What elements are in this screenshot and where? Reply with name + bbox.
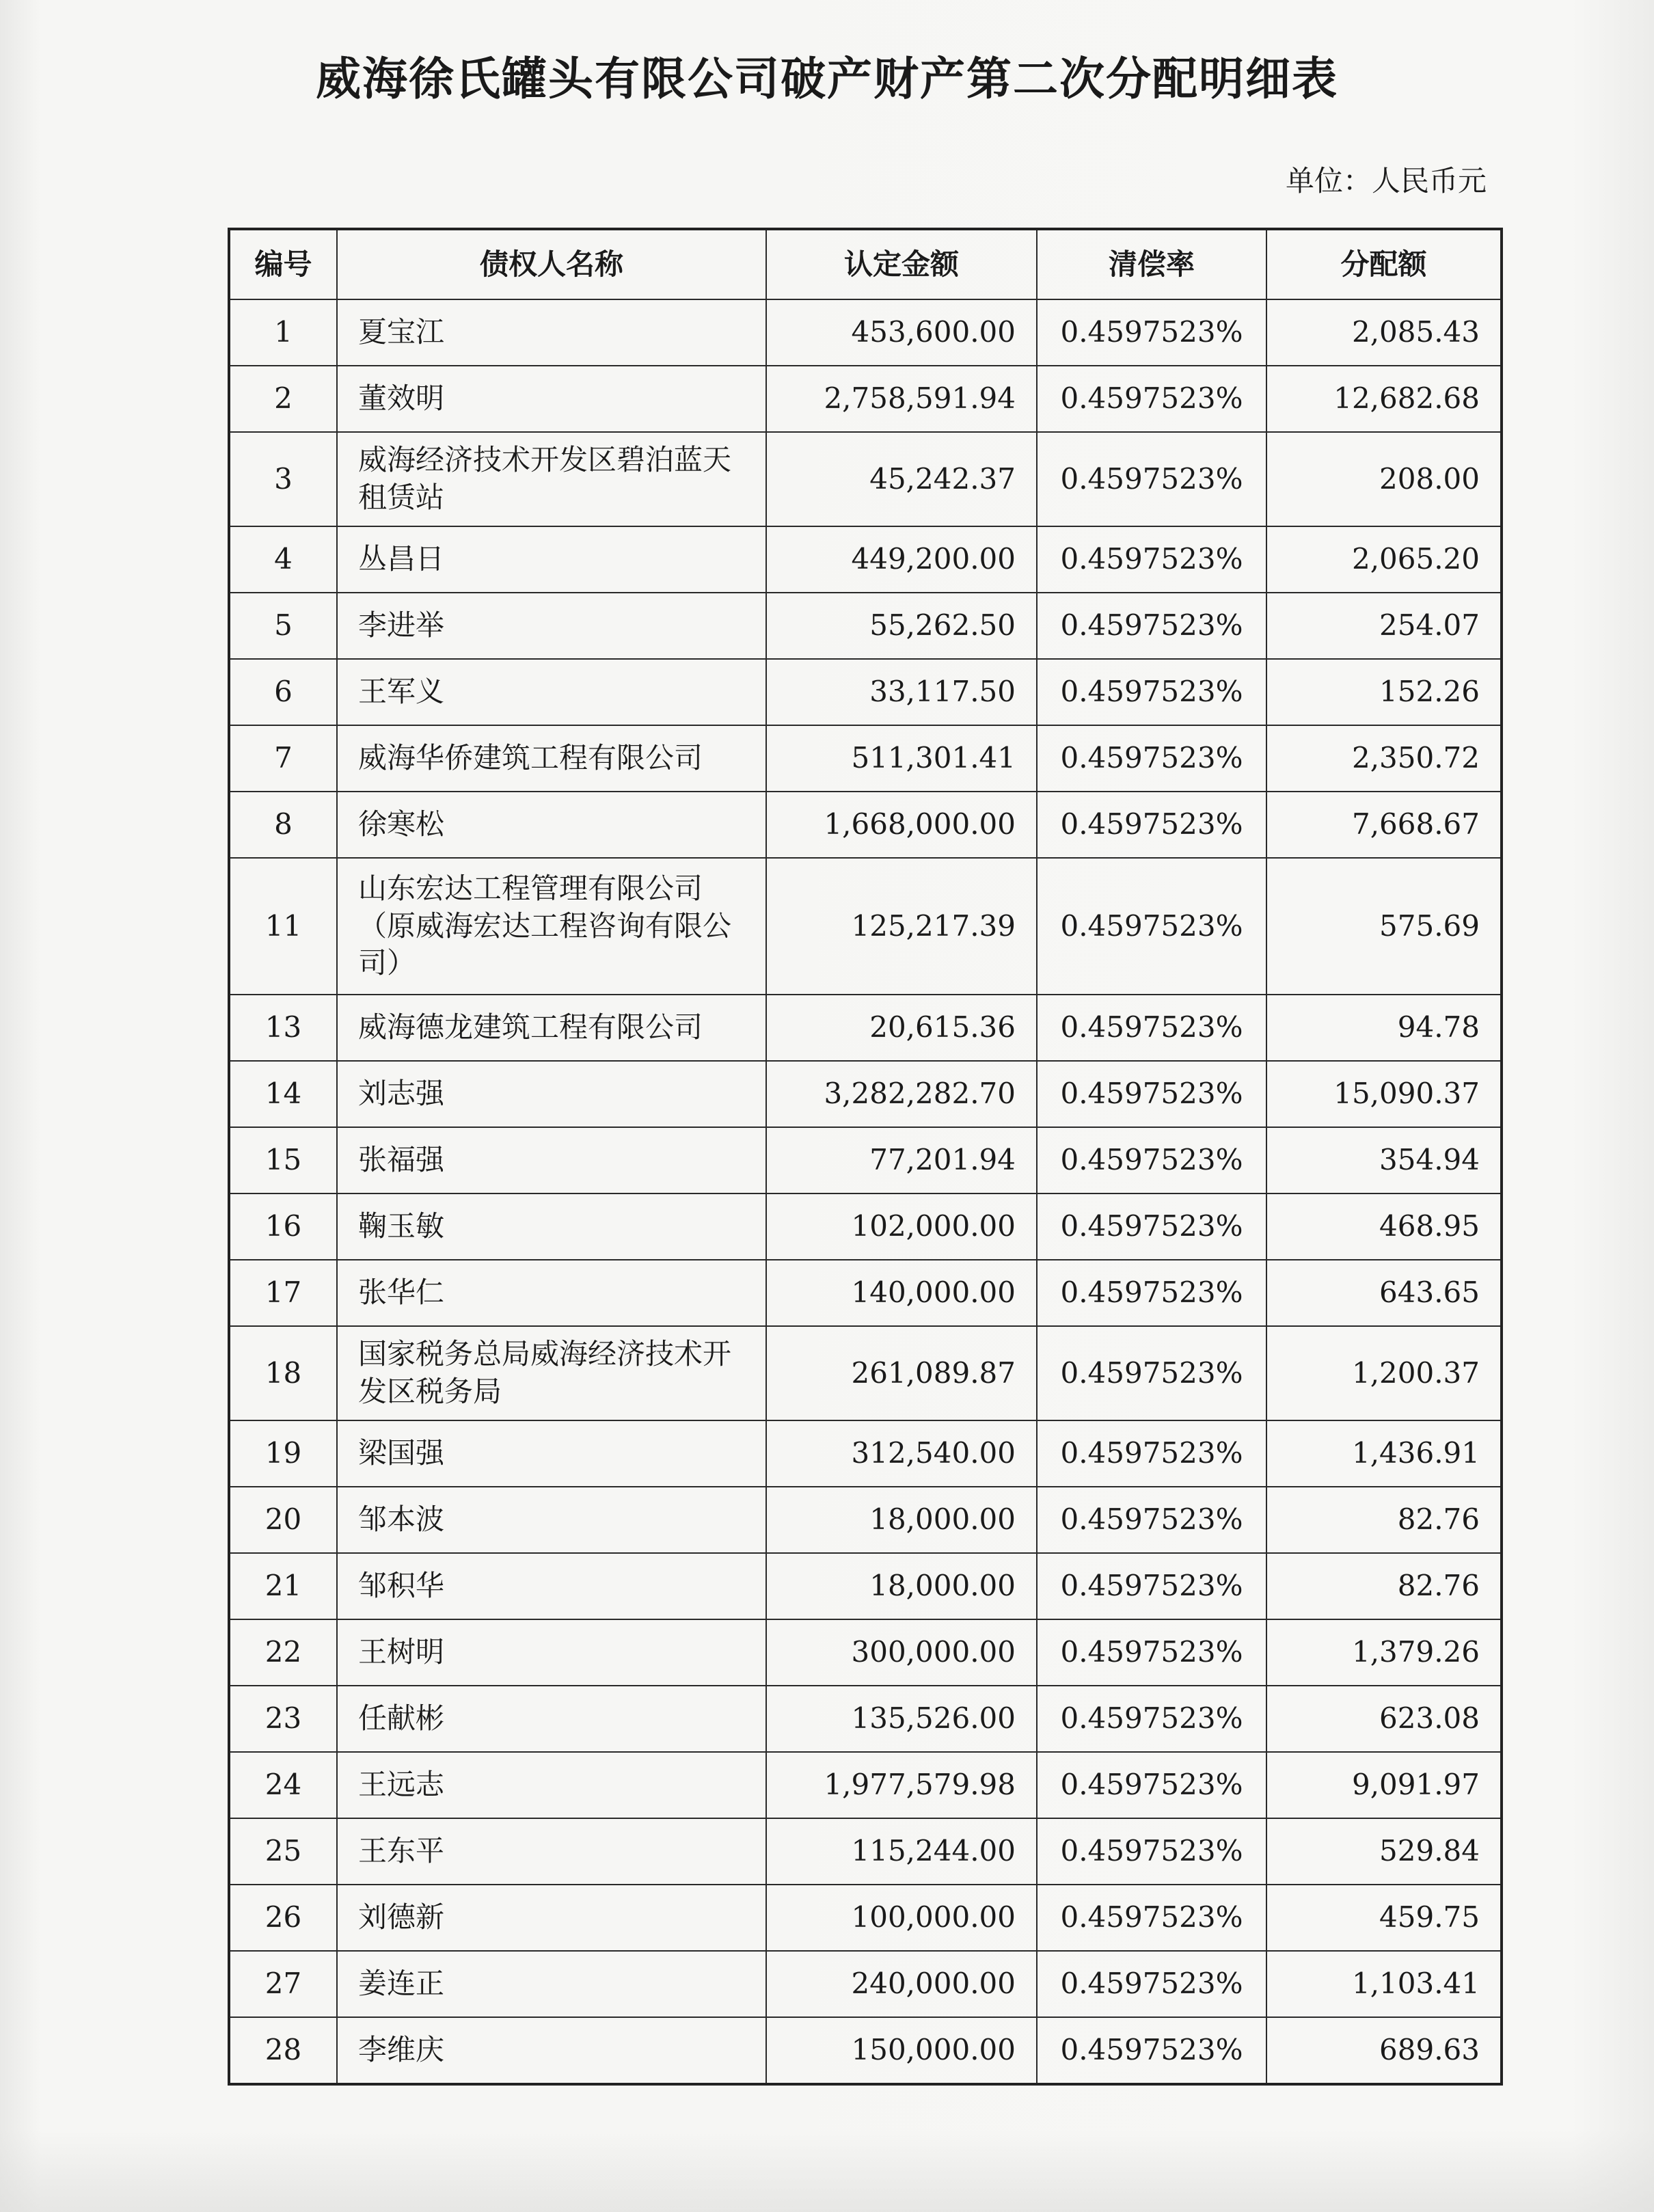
cell-distribution-amount: 9,091.97 <box>1266 1752 1502 1818</box>
cell-number: 26 <box>229 1885 337 1951</box>
cell-distribution-amount: 529.84 <box>1266 1818 1502 1885</box>
header-repayment-rate: 清偿率 <box>1037 229 1266 299</box>
cell-repayment-rate: 0.4597523% <box>1037 858 1266 995</box>
cell-number: 11 <box>229 858 337 995</box>
cell-number: 24 <box>229 1752 337 1818</box>
cell-distribution-amount: 82.76 <box>1266 1553 1502 1619</box>
cell-distribution-amount: 1,103.41 <box>1266 1951 1502 2017</box>
cell-creditor-name: 董效明 <box>337 366 766 432</box>
cell-confirmed-amount: 449,200.00 <box>766 526 1037 593</box>
cell-number: 2 <box>229 366 337 432</box>
cell-creditor-name: 威海华侨建筑工程有限公司 <box>337 725 766 792</box>
cell-confirmed-amount: 100,000.00 <box>766 1885 1037 1951</box>
cell-repayment-rate: 0.4597523% <box>1037 1420 1266 1487</box>
cell-creditor-name: 山东宏达工程管理有限公司（原威海宏达工程咨询有限公司） <box>337 858 766 995</box>
cell-number: 23 <box>229 1686 337 1752</box>
table-row <box>229 432 1502 526</box>
cell-repayment-rate: 0.4597523% <box>1037 432 1266 526</box>
header-number: 编号 <box>229 229 337 299</box>
cell-repayment-rate: 0.4597523% <box>1037 1752 1266 1818</box>
cell-repayment-rate: 0.4597523% <box>1037 1553 1266 1619</box>
cell-number: 1 <box>229 299 337 366</box>
cell-distribution-amount: 354.94 <box>1266 1127 1502 1193</box>
table-row <box>229 1818 1502 1885</box>
cell-creditor-name: 王远志 <box>337 1752 766 1818</box>
cell-confirmed-amount: 45,242.37 <box>766 432 1037 526</box>
cell-creditor-name: 王军义 <box>337 659 766 725</box>
cell-number: 13 <box>229 995 337 1061</box>
table-row <box>229 1553 1502 1619</box>
cell-creditor-name: 张华仁 <box>337 1260 766 1326</box>
header-distribution-amount: 分配额 <box>1266 229 1502 299</box>
cell-distribution-amount: 689.63 <box>1266 2017 1502 2084</box>
cell-distribution-amount: 7,668.67 <box>1266 792 1502 858</box>
table-row <box>229 792 1502 858</box>
cell-distribution-amount: 459.75 <box>1266 1885 1502 1951</box>
cell-number: 19 <box>229 1420 337 1487</box>
cell-repayment-rate: 0.4597523% <box>1037 725 1266 792</box>
cell-number: 14 <box>229 1061 337 1127</box>
cell-repayment-rate: 0.4597523% <box>1037 299 1266 366</box>
cell-creditor-name: 姜连正 <box>337 1951 766 2017</box>
cell-repayment-rate: 0.4597523% <box>1037 1260 1266 1326</box>
table-row <box>229 1193 1502 1260</box>
table-row <box>229 1260 1502 1326</box>
cell-confirmed-amount: 261,089.87 <box>766 1326 1037 1420</box>
table-row <box>229 593 1502 659</box>
cell-creditor-name: 王树明 <box>337 1619 766 1686</box>
cell-number: 17 <box>229 1260 337 1326</box>
table-row <box>229 2017 1502 2084</box>
cell-distribution-amount: 12,682.68 <box>1266 366 1502 432</box>
cell-number: 8 <box>229 792 337 858</box>
cell-creditor-name: 刘德新 <box>337 1885 766 1951</box>
cell-creditor-name: 刘志强 <box>337 1061 766 1127</box>
cell-repayment-rate: 0.4597523% <box>1037 1885 1266 1951</box>
table-row <box>229 366 1502 432</box>
cell-number: 5 <box>229 593 337 659</box>
cell-confirmed-amount: 18,000.00 <box>766 1553 1037 1619</box>
cell-confirmed-amount: 55,262.50 <box>766 593 1037 659</box>
cell-repayment-rate: 0.4597523% <box>1037 2017 1266 2084</box>
cell-number: 20 <box>229 1487 337 1553</box>
cell-confirmed-amount: 511,301.41 <box>766 725 1037 792</box>
cell-confirmed-amount: 312,540.00 <box>766 1420 1037 1487</box>
cell-confirmed-amount: 125,217.39 <box>766 858 1037 995</box>
table-row <box>229 1619 1502 1686</box>
cell-creditor-name: 梁国强 <box>337 1420 766 1487</box>
cell-distribution-amount: 2,350.72 <box>1266 725 1502 792</box>
cell-confirmed-amount: 150,000.00 <box>766 2017 1037 2084</box>
cell-distribution-amount: 15,090.37 <box>1266 1061 1502 1127</box>
cell-creditor-name: 徐寒松 <box>337 792 766 858</box>
cell-creditor-name: 威海德龙建筑工程有限公司 <box>337 995 766 1061</box>
cell-repayment-rate: 0.4597523% <box>1037 366 1266 432</box>
cell-number: 25 <box>229 1818 337 1885</box>
cell-distribution-amount: 152.26 <box>1266 659 1502 725</box>
cell-repayment-rate: 0.4597523% <box>1037 995 1266 1061</box>
cell-repayment-rate: 0.4597523% <box>1037 1487 1266 1553</box>
cell-distribution-amount: 254.07 <box>1266 593 1502 659</box>
currency-unit-label: 单位：人民币元 <box>1285 164 1487 198</box>
cell-creditor-name: 威海经济技术开发区碧泊蓝天租赁站 <box>337 432 766 526</box>
cell-repayment-rate: 0.4597523% <box>1037 1127 1266 1193</box>
table-row <box>229 1752 1502 1818</box>
cell-number: 7 <box>229 725 337 792</box>
cell-confirmed-amount: 1,977,579.98 <box>766 1752 1037 1818</box>
cell-number: 27 <box>229 1951 337 2017</box>
cell-number: 6 <box>229 659 337 725</box>
table-row <box>229 1061 1502 1127</box>
cell-creditor-name: 任献彬 <box>337 1686 766 1752</box>
cell-distribution-amount: 94.78 <box>1266 995 1502 1061</box>
header-creditor-name: 债权人名称 <box>337 229 766 299</box>
cell-confirmed-amount: 115,244.00 <box>766 1818 1037 1885</box>
cell-number: 22 <box>229 1619 337 1686</box>
cell-number: 3 <box>229 432 337 526</box>
cell-repayment-rate: 0.4597523% <box>1037 659 1266 725</box>
header-confirmed-amount: 认定金额 <box>766 229 1037 299</box>
cell-number: 18 <box>229 1326 337 1420</box>
cell-creditor-name: 国家税务总局威海经济技术开发区税务局 <box>337 1326 766 1420</box>
table-row <box>229 526 1502 593</box>
cell-distribution-amount: 208.00 <box>1266 432 1502 526</box>
table-row <box>229 1951 1502 2017</box>
cell-repayment-rate: 0.4597523% <box>1037 593 1266 659</box>
cell-distribution-amount: 623.08 <box>1266 1686 1502 1752</box>
cell-number: 28 <box>229 2017 337 2084</box>
cell-creditor-name: 张福强 <box>337 1127 766 1193</box>
distribution-table <box>228 228 1503 2086</box>
cell-distribution-amount: 643.65 <box>1266 1260 1502 1326</box>
cell-confirmed-amount: 300,000.00 <box>766 1619 1037 1686</box>
cell-distribution-amount: 1,200.37 <box>1266 1326 1502 1420</box>
table-header-row <box>229 229 1502 299</box>
cell-confirmed-amount: 240,000.00 <box>766 1951 1037 2017</box>
table-row <box>229 995 1502 1061</box>
page-title: 威海徐氏罐头有限公司破产财产第二次分配明细表 <box>316 53 1338 105</box>
cell-confirmed-amount: 20,615.36 <box>766 995 1037 1061</box>
cell-repayment-rate: 0.4597523% <box>1037 1686 1266 1752</box>
cell-repayment-rate: 0.4597523% <box>1037 1818 1266 1885</box>
table-row <box>229 1686 1502 1752</box>
cell-distribution-amount: 2,085.43 <box>1266 299 1502 366</box>
cell-confirmed-amount: 1,668,000.00 <box>766 792 1037 858</box>
cell-confirmed-amount: 2,758,591.94 <box>766 366 1037 432</box>
table-row <box>229 659 1502 725</box>
cell-confirmed-amount: 140,000.00 <box>766 1260 1037 1326</box>
cell-confirmed-amount: 453,600.00 <box>766 299 1037 366</box>
cell-repayment-rate: 0.4597523% <box>1037 1951 1266 2017</box>
table-row <box>229 1487 1502 1553</box>
cell-repayment-rate: 0.4597523% <box>1037 1061 1266 1127</box>
cell-distribution-amount: 82.76 <box>1266 1487 1502 1553</box>
cell-creditor-name: 丛昌日 <box>337 526 766 593</box>
cell-creditor-name: 王东平 <box>337 1818 766 1885</box>
cell-number: 16 <box>229 1193 337 1260</box>
cell-confirmed-amount: 3,282,282.70 <box>766 1061 1037 1127</box>
table-row <box>229 299 1502 366</box>
cell-creditor-name: 邹本波 <box>337 1487 766 1553</box>
cell-confirmed-amount: 33,117.50 <box>766 659 1037 725</box>
cell-repayment-rate: 0.4597523% <box>1037 1326 1266 1420</box>
table-row <box>229 858 1502 995</box>
cell-distribution-amount: 1,379.26 <box>1266 1619 1502 1686</box>
table-row <box>229 1326 1502 1420</box>
cell-creditor-name: 李维庆 <box>337 2017 766 2084</box>
cell-number: 21 <box>229 1553 337 1619</box>
cell-confirmed-amount: 102,000.00 <box>766 1193 1037 1260</box>
cell-creditor-name: 鞠玉敏 <box>337 1193 766 1260</box>
cell-number: 15 <box>229 1127 337 1193</box>
cell-distribution-amount: 2,065.20 <box>1266 526 1502 593</box>
cell-repayment-rate: 0.4597523% <box>1037 526 1266 593</box>
cell-confirmed-amount: 77,201.94 <box>766 1127 1037 1193</box>
cell-confirmed-amount: 18,000.00 <box>766 1487 1037 1553</box>
table-row <box>229 1420 1502 1487</box>
cell-repayment-rate: 0.4597523% <box>1037 1193 1266 1260</box>
cell-repayment-rate: 0.4597523% <box>1037 1619 1266 1686</box>
page-bottom-shadow <box>0 2130 1654 2212</box>
cell-creditor-name: 李进举 <box>337 593 766 659</box>
cell-creditor-name: 邹积华 <box>337 1553 766 1619</box>
table-row <box>229 725 1502 792</box>
cell-creditor-name: 夏宝江 <box>337 299 766 366</box>
cell-number: 4 <box>229 526 337 593</box>
cell-distribution-amount: 1,436.91 <box>1266 1420 1502 1487</box>
cell-distribution-amount: 575.69 <box>1266 858 1502 995</box>
cell-repayment-rate: 0.4597523% <box>1037 792 1266 858</box>
cell-distribution-amount: 468.95 <box>1266 1193 1502 1260</box>
table-body <box>229 299 1502 2084</box>
table-row <box>229 1885 1502 1951</box>
table-row <box>229 1127 1502 1193</box>
cell-confirmed-amount: 135,526.00 <box>766 1686 1037 1752</box>
